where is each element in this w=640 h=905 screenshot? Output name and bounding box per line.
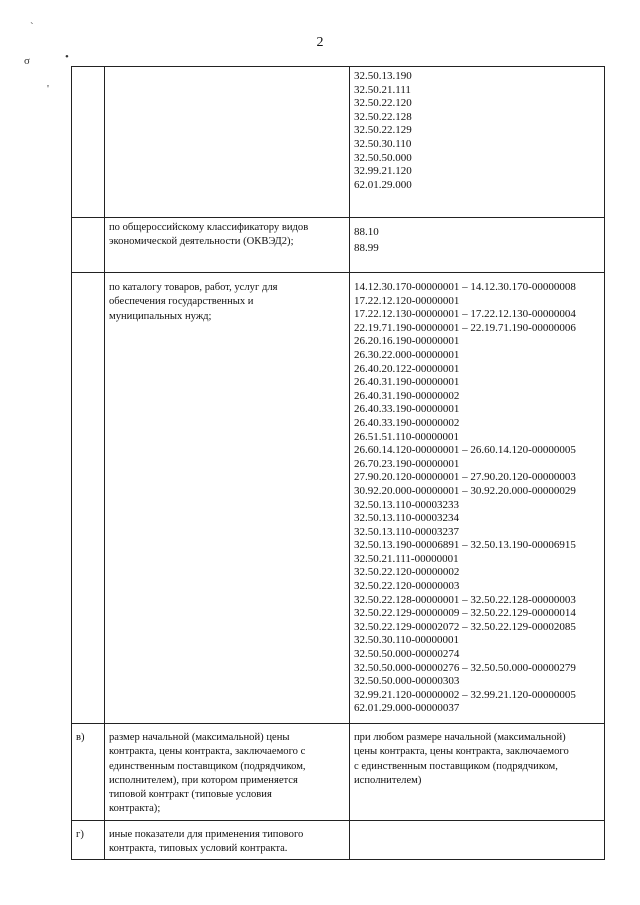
code-line: 32.50.50.000-00000276 – 32.50.50.000-00000279 xyxy=(354,661,576,674)
code-line: 26.51.51.110-00000001 xyxy=(354,430,460,443)
code-line: 32.50.22.129-00002072 – 32.50.22.129-00002085 xyxy=(354,620,576,633)
code-line: 22.19.71.190-00000001 – 22.19.71.190-00000006 xyxy=(354,321,576,334)
code-line: 32.50.22.128-00000001 – 32.50.22.128-00000003 xyxy=(354,593,576,606)
letter-cell xyxy=(72,273,105,724)
table-row-ktru xyxy=(72,273,605,724)
code-line: 14.12.30.170-00000001 – 14.12.30.170-00000008 xyxy=(354,281,576,293)
code-line: 32.99.21.120 xyxy=(354,165,412,178)
code-line: 32.50.50.000-00000303 xyxy=(354,675,460,688)
code-line: 32.50.13.110-00003233 xyxy=(354,498,460,511)
code-line: 62.01.29.000 xyxy=(354,178,412,191)
item-g-label: иные показатели для применения типового контракта, типовых условий контракта. xyxy=(105,820,350,860)
code-line: 32.50.30.110 xyxy=(354,137,412,150)
item-v-label: размер начальной (максимальной) цены контракта, цены контракта, заключаемого с единственным поставщиком (подрядчиком, исполнителем), при котором применяется типовой контракт (типовые условия контракта); xyxy=(105,724,350,821)
item-g-value xyxy=(350,820,605,860)
code-line: 26.70.23.190-00000001 xyxy=(354,457,460,470)
code-line: 26.40.33.190-00000001 xyxy=(354,403,460,416)
letter-cell xyxy=(72,218,105,273)
letter-cell xyxy=(72,67,105,218)
okved2-label: по общероссийскому классификатору видов экономической деятельности (ОКВЭД2); xyxy=(105,218,350,273)
code-line: 32.50.21.111-00000001 xyxy=(354,552,459,565)
table-row-item-v xyxy=(72,724,605,821)
code-line: 32.50.22.129-00000009 – 32.50.22.129-00000014 xyxy=(354,607,576,620)
code-line: 17.22.12.130-00000001 – 17.22.12.130-00000004 xyxy=(354,308,576,321)
code-line: 32.50.22.129 xyxy=(354,124,412,137)
code-line: 32.50.30.110-00000001 xyxy=(354,634,460,647)
page-number: 2 xyxy=(316,35,324,50)
code-line: 32.50.22.128 xyxy=(354,110,412,123)
code-line: 26.40.31.190-00000001 xyxy=(354,376,460,389)
code-line: 62.01.29.000-00000037 xyxy=(354,702,460,715)
item-letter: г) xyxy=(72,820,105,860)
code-line: 26.30.22.000-00000001 xyxy=(354,348,460,361)
scan-mark: ' xyxy=(47,83,49,95)
code-line: 32.50.21.111 xyxy=(354,83,411,96)
item-letter: в) xyxy=(72,724,105,821)
code-line: 32.50.22.120-00000003 xyxy=(354,580,460,593)
code-line: 32.99.21.120-00000002 – 32.99.21.120-00000005 xyxy=(354,688,576,701)
description-cell xyxy=(105,67,350,218)
code-line: 88.10 xyxy=(354,226,379,238)
code-line: 88.99 xyxy=(354,242,379,254)
requirements-table xyxy=(71,66,605,860)
ktru-codes-cell xyxy=(350,273,605,724)
code-line: 32.50.13.190 xyxy=(354,70,412,82)
code-line: 26.40.20.122-00000001 xyxy=(354,362,460,375)
code-line: 26.40.31.190-00000002 xyxy=(354,389,460,402)
scan-mark: ` xyxy=(30,21,34,33)
item-v-value: при любом размере начальной (максимальной) цены контракта, цены контракта, заключаемого с единственным поставщиком (подрядчиком, исполнителем) xyxy=(350,724,605,821)
code-line: 26.40.33.190-00000002 xyxy=(354,416,460,429)
code-line: 32.50.50.000 xyxy=(354,151,412,164)
ktru-label: по каталогу товаров, работ, услуг для обеспечения государственных и муниципальных нужд; xyxy=(105,273,350,724)
code-line: 27.90.20.120-00000001 – 27.90.20.120-00000003 xyxy=(354,471,576,484)
okved2-codes-cell xyxy=(350,218,605,273)
table-row-okved2 xyxy=(72,218,605,273)
code-line: 32.50.50.000-00000274 xyxy=(354,648,460,661)
table-row-okpd2-continued xyxy=(72,67,605,218)
code-line: 32.50.13.110-00003237 xyxy=(354,525,460,538)
code-line: 32.50.22.120 xyxy=(354,97,412,110)
code-line: 30.92.20.000-00000001 – 30.92.20.000-00000029 xyxy=(354,484,576,497)
table-row-item-g xyxy=(72,820,605,860)
scan-mark: σ xyxy=(24,55,30,67)
code-line: 32.50.22.120-00000002 xyxy=(354,566,460,579)
okpd2-codes-cell xyxy=(350,67,605,218)
code-line: 17.22.12.120-00000001 xyxy=(354,294,460,307)
scan-mark: • xyxy=(65,51,69,63)
code-line: 32.50.13.190-00006891 – 32.50.13.190-00006915 xyxy=(354,539,576,552)
code-line: 32.50.13.110-00003234 xyxy=(354,512,460,525)
code-line: 26.20.16.190-00000001 xyxy=(354,335,460,348)
code-line: 26.60.14.120-00000001 – 26.60.14.120-00000005 xyxy=(354,444,576,457)
